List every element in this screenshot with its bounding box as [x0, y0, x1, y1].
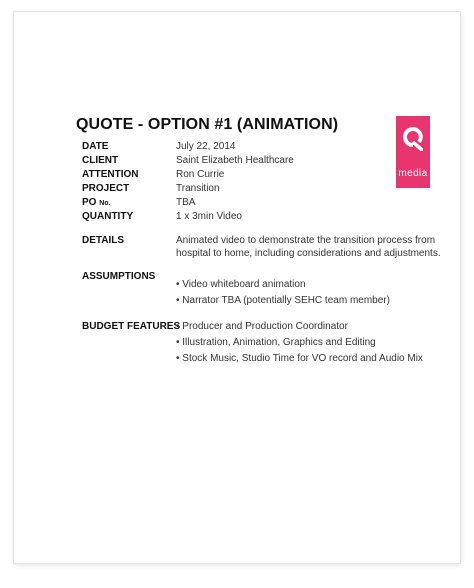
budget-features-list	[176, 320, 448, 368]
field-label	[82, 196, 111, 210]
logo-wordmark: media	[398, 168, 428, 179]
po-label-text: PO	[82, 197, 97, 208]
list-item: • Narrator TBA (potentially SEHC team member)	[176, 294, 448, 307]
field-value: TBA	[176, 197, 196, 208]
field-value: July 22, 2014	[176, 141, 236, 152]
field-label: DATE	[82, 141, 109, 152]
field-label: CLIENT	[82, 155, 119, 166]
quote-document	[14, 12, 460, 563]
field-value: Saint Elizabeth Healthcare	[176, 155, 294, 166]
po-label-suffix: No.	[99, 200, 111, 207]
list-item: • Stock Music, Studio Time for VO record and Audio Mix	[176, 352, 448, 365]
list-item: • Illustration, Animation, Graphics and Editing	[176, 336, 448, 349]
section-label: BUDGET FEATURES	[82, 321, 181, 332]
assumptions-list	[176, 278, 448, 310]
list-item: • Producer and Production Coordinator	[176, 320, 448, 333]
field-label: ATTENTION	[82, 169, 139, 180]
list-item: • Video whiteboard animation	[176, 278, 448, 291]
field-value: Ron Currie	[176, 169, 225, 180]
field-value: 1 x 3min Video	[176, 211, 242, 222]
document-title: QUOTE - OPTION #1 (ANIMATION)	[76, 116, 339, 133]
field-label: QUANTITY	[82, 211, 134, 222]
field-value: Transition	[176, 183, 220, 194]
details-text: Animated video to demonstrate the transition process from hospital to home, including considerations and adjustments.	[176, 235, 441, 259]
section-label: DETAILS	[82, 235, 125, 246]
section-label: ASSUMPTIONS	[82, 271, 156, 282]
field-label: PROJECT	[82, 183, 130, 194]
